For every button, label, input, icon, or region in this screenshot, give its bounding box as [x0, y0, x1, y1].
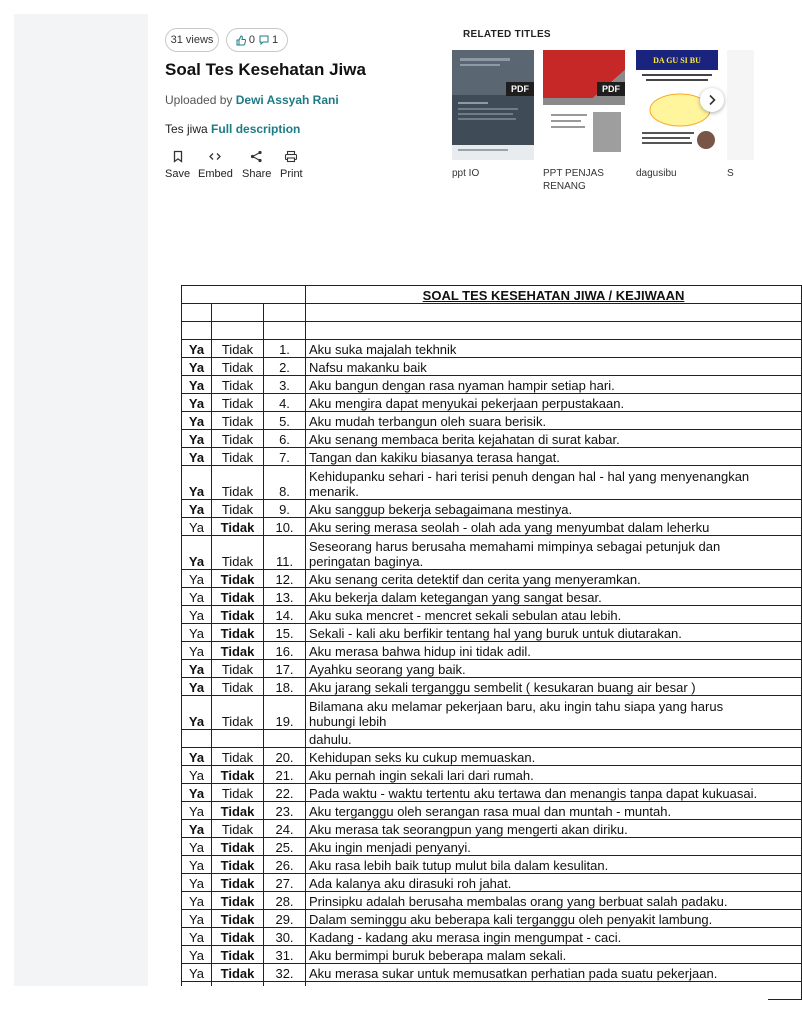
question-text: Kehidupanku sehari - hari terisi penuh dengan hal - hal yang menyenangkan menarik. — [306, 466, 802, 500]
comment-count: 1 — [272, 34, 279, 46]
question-row — [182, 784, 802, 802]
question-number: 9. — [264, 500, 306, 518]
save-button[interactable] — [165, 150, 190, 180]
answer-ya: Ya — [182, 466, 212, 500]
answer-ya: Ya — [182, 500, 212, 518]
question-number: 32. — [264, 964, 306, 982]
answer-ya: Ya — [182, 856, 212, 874]
answer-tidak: Tidak — [212, 910, 264, 928]
answer-tidak: Tidak — [212, 430, 264, 448]
uploaded-by — [165, 93, 339, 107]
question-row — [182, 874, 802, 892]
comment-icon — [259, 35, 269, 45]
answer-tidak: Tidak — [212, 536, 264, 570]
question-row — [182, 448, 802, 466]
question-number: 6. — [264, 430, 306, 448]
question-number: 31. — [264, 946, 306, 964]
question-number: 11. — [264, 536, 306, 570]
question-text: Aku jarang sekali terganggu sembelit ( kesukaran buang air besar ) — [306, 678, 802, 696]
comment-stat[interactable] — [259, 34, 278, 46]
full-description-link[interactable]: Full description — [211, 122, 301, 136]
answer-ya: Ya — [182, 394, 212, 412]
question-number: 8. — [264, 466, 306, 500]
question-row — [182, 748, 802, 766]
answer-ya: Ya — [182, 820, 212, 838]
document-title: Soal Tes Kesehatan Jiwa — [165, 60, 366, 79]
answer-ya: Ya — [182, 606, 212, 624]
print-icon — [284, 150, 298, 163]
answer-ya: Ya — [182, 642, 212, 660]
question-text: Aku sanggup bekerja sebagaimana mestinya. — [306, 500, 802, 518]
embed-label: Embed — [198, 168, 233, 180]
print-label: Print — [280, 168, 303, 180]
answer-ya: Ya — [182, 412, 212, 430]
question-number: 4. — [264, 394, 306, 412]
answer-ya: Ya — [182, 570, 212, 588]
pdf-badge: PDF — [506, 82, 534, 96]
answer-ya: Ya — [182, 376, 212, 394]
answer-ya: Ya — [182, 448, 212, 466]
question-row — [182, 964, 802, 982]
question-number: 21. — [264, 766, 306, 784]
question-text: Aku merasa bahwa hidup ini tidak adil. — [306, 642, 802, 660]
answer-ya: Ya — [182, 964, 212, 982]
question-text: Sekali - kali aku berfikir tentang hal yang buruk untuk diutarakan. — [306, 624, 802, 642]
question-number — [264, 730, 306, 748]
question-row — [182, 358, 802, 376]
answer-tidak: Tidak — [212, 606, 264, 624]
question-row — [182, 642, 802, 660]
question-row — [182, 430, 802, 448]
answer-tidak: Tidak — [212, 964, 264, 982]
document-cover-image — [543, 50, 625, 160]
answer-ya: Ya — [182, 678, 212, 696]
left-gutter — [14, 14, 148, 986]
answer-tidak: Tidak — [212, 412, 264, 430]
answer-ya: Ya — [182, 748, 212, 766]
answer-tidak: Tidak — [212, 946, 264, 964]
answer-tidak: Tidak — [212, 588, 264, 606]
question-text: Aku mudah terbangun oleh suara berisik. — [306, 412, 802, 430]
question-number: 25. — [264, 838, 306, 856]
answer-ya: Ya — [182, 340, 212, 358]
question-text: dahulu. — [306, 730, 802, 748]
question-text: Aku bekerja dalam ketegangan yang sangat besar. — [306, 588, 802, 606]
question-number: 15. — [264, 624, 306, 642]
question-text: Aku pernah ingin sekali lari dari rumah. — [306, 766, 802, 784]
uploaded-by-label: Uploaded by — [165, 93, 233, 107]
answer-ya: Ya — [182, 624, 212, 642]
related-next-button[interactable] — [700, 88, 724, 112]
bookmark-icon — [172, 150, 184, 163]
embed-button[interactable] — [198, 150, 233, 180]
question-number: 5. — [264, 412, 306, 430]
question-text: Nafsu makanku baik — [306, 358, 802, 376]
answer-ya: Ya — [182, 536, 212, 570]
question-text: Ada kalanya aku dirasuki roh jahat. — [306, 874, 802, 892]
question-row — [182, 802, 802, 820]
answer-ya: Ya — [182, 838, 212, 856]
question-row — [182, 892, 802, 910]
question-row — [182, 928, 802, 946]
like-stat[interactable] — [236, 34, 255, 46]
question-row — [182, 606, 802, 624]
answer-tidak: Tidak — [212, 518, 264, 536]
answer-tidak: Tidak — [212, 892, 264, 910]
question-number: 30. — [264, 928, 306, 946]
question-row — [182, 376, 802, 394]
views-text: 31 views — [170, 34, 214, 46]
question-row — [182, 678, 802, 696]
related-thumb-partial[interactable] — [727, 50, 754, 160]
answer-tidak: Tidak — [212, 624, 264, 642]
answer-ya: Ya — [182, 518, 212, 536]
document-viewer[interactable] — [148, 196, 758, 986]
share-button[interactable] — [242, 150, 271, 180]
question-number: 19. — [264, 696, 306, 730]
question-text: Aku bermimpi buruk beberapa malam sekali. — [306, 946, 802, 964]
related-caption[interactable]: S — [727, 168, 734, 179]
related-caption[interactable]: dagusibu — [636, 168, 677, 179]
question-row — [182, 340, 802, 358]
answer-tidak: Tidak — [212, 642, 264, 660]
question-number: 17. — [264, 660, 306, 678]
chevron-right-icon — [707, 94, 717, 106]
question-number: 20. — [264, 748, 306, 766]
pdf-badge: PDF — [597, 82, 625, 96]
document-page — [181, 285, 801, 1000]
question-number: 3. — [264, 376, 306, 394]
answer-tidak: Tidak — [212, 874, 264, 892]
answer-ya: Ya — [182, 874, 212, 892]
question-text: Aku sering merasa seolah - olah ada yang menyumbat dalam leherku — [306, 518, 802, 536]
share-icon — [250, 150, 263, 163]
question-text: Aku terganggu oleh serangan rasa mual dan muntah - muntah. — [306, 802, 802, 820]
question-row — [182, 766, 802, 784]
question-text: Aku merasa tak seorangpun yang mengerti akan diriku. — [306, 820, 802, 838]
question-number: 12. — [264, 570, 306, 588]
dagusibu-header-text: DA GU SI BU — [653, 56, 701, 65]
answer-tidak: Tidak — [212, 660, 264, 678]
answer-ya: Ya — [182, 660, 212, 678]
question-number: 18. — [264, 678, 306, 696]
thumbs-up-icon — [236, 35, 246, 46]
answer-tidak: Tidak — [212, 766, 264, 784]
question-number: 16. — [264, 642, 306, 660]
answer-tidak: Tidak — [212, 358, 264, 376]
uploader-link[interactable]: Dewi Assyah Rani — [235, 93, 339, 107]
question-row — [182, 856, 802, 874]
question-row — [182, 466, 802, 500]
answer-ya: Ya — [182, 910, 212, 928]
sheet-title: SOAL TES KESEHATAN JIWA / KEJIWAAN — [306, 286, 802, 304]
answer-tidak: Tidak — [212, 376, 264, 394]
save-label: Save — [165, 168, 191, 180]
question-number: 27. — [264, 874, 306, 892]
answer-ya: Ya — [182, 784, 212, 802]
answer-tidak: Tidak — [212, 500, 264, 518]
share-label: Share — [242, 168, 272, 180]
question-text: Aku bangun dengan rasa nyaman hampir setiap hari. — [306, 376, 802, 394]
question-text: Tangan dan kakiku biasanya terasa hangat. — [306, 448, 802, 466]
answer-tidak: Tidak — [212, 802, 264, 820]
question-text: Kehidupan seks ku cukup memuaskan. — [306, 748, 802, 766]
question-number: 28. — [264, 892, 306, 910]
question-number: 10. — [264, 518, 306, 536]
answer-ya — [182, 730, 212, 748]
related-thumb-ppt-penjas-renang[interactable] — [543, 50, 625, 160]
question-text: Aku rasa lebih baik tutup mulut bila dalam kesulitan. — [306, 856, 802, 874]
related-titles-heading: RELATED TITLES — [463, 29, 551, 40]
question-number: 2. — [264, 358, 306, 376]
question-row — [182, 838, 802, 856]
answer-tidak: Tidak — [212, 678, 264, 696]
answer-ya: Ya — [182, 946, 212, 964]
answer-tidak: Tidak — [212, 394, 264, 412]
answer-ya: Ya — [182, 358, 212, 376]
answer-ya: Ya — [182, 766, 212, 784]
description-text: Tes jiwa — [165, 122, 208, 136]
question-text: Aku senang cerita detektif dan cerita yang menyeramkan. — [306, 570, 802, 588]
question-row — [182, 500, 802, 518]
question-number: 23. — [264, 802, 306, 820]
question-number: 7. — [264, 448, 306, 466]
answer-ya: Ya — [182, 892, 212, 910]
question-row — [182, 536, 802, 570]
question-text: Aku suka majalah tekhnik — [306, 340, 802, 358]
answer-ya: Ya — [182, 802, 212, 820]
question-row — [182, 730, 802, 748]
related-caption[interactable]: PPT PENJAS RENANG — [543, 168, 604, 192]
question-number: 13. — [264, 588, 306, 606]
question-number: 29. — [264, 910, 306, 928]
answer-tidak: Tidak — [212, 696, 264, 730]
question-row — [182, 946, 802, 964]
answer-tidak: Tidak — [212, 748, 264, 766]
answer-tidak: Tidak — [212, 340, 264, 358]
page-bottom — [0, 986, 768, 1024]
code-icon — [208, 150, 222, 163]
question-row — [182, 588, 802, 606]
question-row — [182, 660, 802, 678]
reactions-pill[interactable] — [226, 28, 288, 52]
question-number: 24. — [264, 820, 306, 838]
related-thumb-ppt-io[interactable] — [452, 50, 534, 160]
answer-tidak: Tidak — [212, 928, 264, 946]
answer-ya: Ya — [182, 696, 212, 730]
answer-tidak: Tidak — [212, 570, 264, 588]
related-caption[interactable]: ppt IO — [452, 168, 480, 179]
question-number: 1. — [264, 340, 306, 358]
question-number: 26. — [264, 856, 306, 874]
question-number: 22. — [264, 784, 306, 802]
question-row — [182, 910, 802, 928]
question-text: Kadang - kadang aku merasa ingin mengumpat - caci. — [306, 928, 802, 946]
answer-ya: Ya — [182, 430, 212, 448]
question-text: Pada waktu - waktu tertentu aku tertawa dan menangis tanpa dapat kukuasai. — [306, 784, 802, 802]
question-text: Aku senang membaca berita kejahatan di surat kabar. — [306, 430, 802, 448]
question-text: Aku merasa sukar untuk memusatkan perhatian pada suatu pekerjaan. — [306, 964, 802, 982]
question-row — [182, 696, 802, 730]
question-row — [182, 518, 802, 536]
question-text: Seseorang harus berusaha memahami mimpinya sebagai petunjuk dan peringatan baginya. — [306, 536, 802, 570]
answer-tidak: Tidak — [212, 448, 264, 466]
views-count — [165, 28, 219, 52]
description — [165, 122, 300, 136]
answer-tidak: Tidak — [212, 466, 264, 500]
answer-ya: Ya — [182, 928, 212, 946]
question-text: Ayahku seorang yang baik. — [306, 660, 802, 678]
answer-tidak — [212, 730, 264, 748]
question-text: Aku suka mencret - mencret sekali sebulan atau lebih. — [306, 606, 802, 624]
answer-tidak: Tidak — [212, 820, 264, 838]
question-text: Bilamana aku melamar pekerjaan baru, aku ingin tahu siapa yang harus hubungi lebih — [306, 696, 802, 730]
question-table — [181, 285, 802, 1000]
question-number: 14. — [264, 606, 306, 624]
question-text: Dalam seminggu aku beberapa kali terganggu oleh penyakit lambung. — [306, 910, 802, 928]
question-row — [182, 394, 802, 412]
answer-tidak: Tidak — [212, 784, 264, 802]
question-row — [182, 624, 802, 642]
question-text: Prinsipku adalah berusaha membalas orang yang berbuat salah padaku. — [306, 892, 802, 910]
document-cover-image — [727, 50, 754, 160]
answer-tidak: Tidak — [212, 856, 264, 874]
answer-ya: Ya — [182, 588, 212, 606]
document-cover-image — [452, 50, 534, 160]
print-button[interactable] — [280, 150, 303, 180]
question-text: Aku mengira dapat menyukai pekerjaan perpustakaan. — [306, 394, 802, 412]
question-row — [182, 412, 802, 430]
answer-tidak: Tidak — [212, 838, 264, 856]
question-row — [182, 570, 802, 588]
question-text: Aku ingin menjadi penyanyi. — [306, 838, 802, 856]
question-row — [182, 820, 802, 838]
like-count: 0 — [248, 34, 255, 46]
